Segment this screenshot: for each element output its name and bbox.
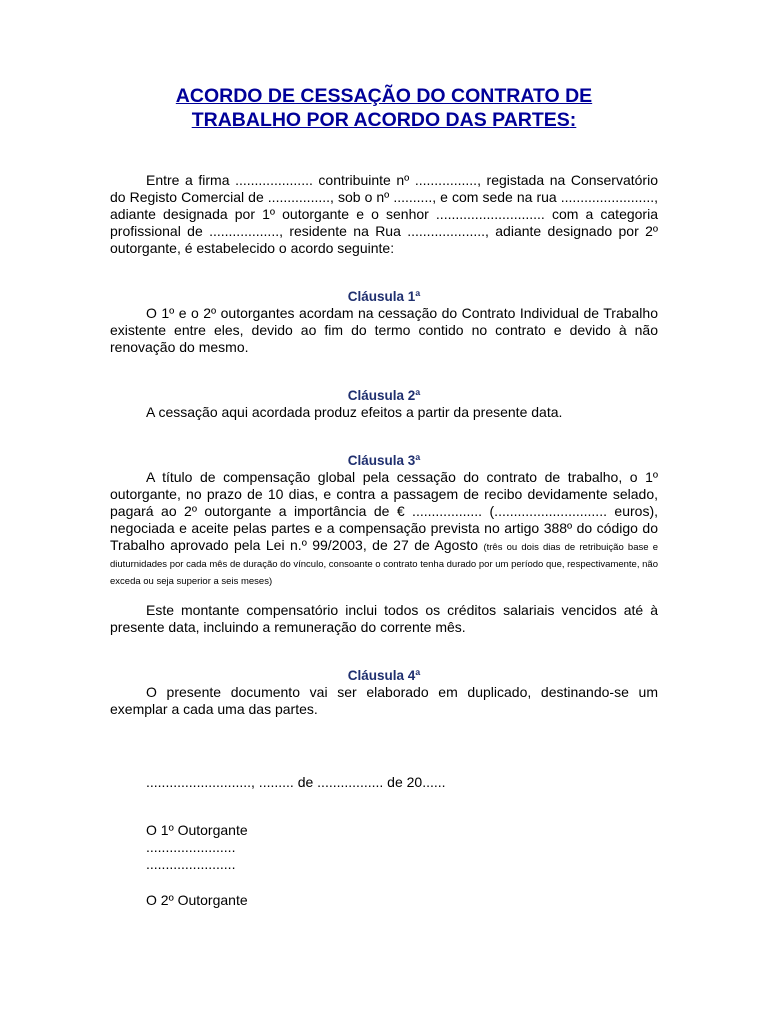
clause-3-main-text: A título de compensação global pela cessação do contrato de trabalho, o 1º outorgante, no prazo de 10 dias, e contra a passagem de recibo devidamente selado, pagará ao 2º outorgante a importância de € .................. (............................. euros), negociada e aceite pelas partes e a compensação prevista no artigo 388º do código do Trabalho aprovado pela Lei n.º 99/2003, de 27 de Agosto — [110, 469, 658, 553]
clause-2-text: A cessação aqui acordada produz efeitos a partir da presente data. — [146, 404, 563, 420]
first-grantor-signature-line-1: ....................... — [146, 839, 236, 855]
clause-4-text: O presente documento vai ser elaborado em duplicado, destinando-se um exemplar a cada uma das partes. — [110, 684, 658, 717]
title-colon: : — [569, 109, 577, 131]
clause-2-heading: Cláusula 2ª — [347, 388, 421, 403]
second-grantor-label: O 2º Outorgante — [146, 892, 248, 908]
clause-1-heading: Cláusula 1ª — [347, 289, 421, 304]
intro-paragraph: Entre a firma .................... contribuinte nº ................, registada na Conservatório do Registo Comercial de ................, sob o nº .........., e com sede na rua ........................, adiante designada por 1º outorgante e o senhor ............................ com a categoria profissional de .................., residente na Rua ...................., adiante designado por 2º outorgante, é estabelecido o acordo seguinte: — [110, 172, 658, 256]
clause-3-heading: Cláusula 3ª — [347, 453, 421, 468]
date-line: ..........................., ......... de ................. de 20...... — [146, 774, 446, 790]
first-grantor-signature-line-2: ....................... — [146, 856, 236, 872]
document-page — [110, 84, 658, 909]
clause-3-note: (três ou dois dias de retribuição base e diuturnidades por cada mês de duração do vínculo, consoante o contrato tenha durado por um período que, respectivamente, não exceda ou seja superior a seis meses) — [110, 542, 658, 587]
title-line-2: TRABALHO POR ACORDO DAS PARTES — [191, 109, 570, 131]
clause-3-additional-text: Este montante compensatório inclui todos os créditos salariais vencidos até à presente data, incluindo a remuneração do corrente mês. — [110, 602, 658, 635]
clause-3-text — [110, 469, 658, 588]
clause-4-heading: Cláusula 4ª — [347, 668, 421, 683]
document-title — [110, 84, 658, 132]
title-line-1: ACORDO DE CESSAÇÃO DO CONTRATO DE — [175, 85, 593, 107]
clause-1-text: O 1º e o 2º outorgantes acordam na cessação do Contrato Individual de Trabalho existente entre eles, devido ao fim do termo contido no contrato e devido à não renovação do mesmo. — [110, 305, 658, 355]
first-grantor-label: O 1º Outorgante — [146, 822, 248, 838]
